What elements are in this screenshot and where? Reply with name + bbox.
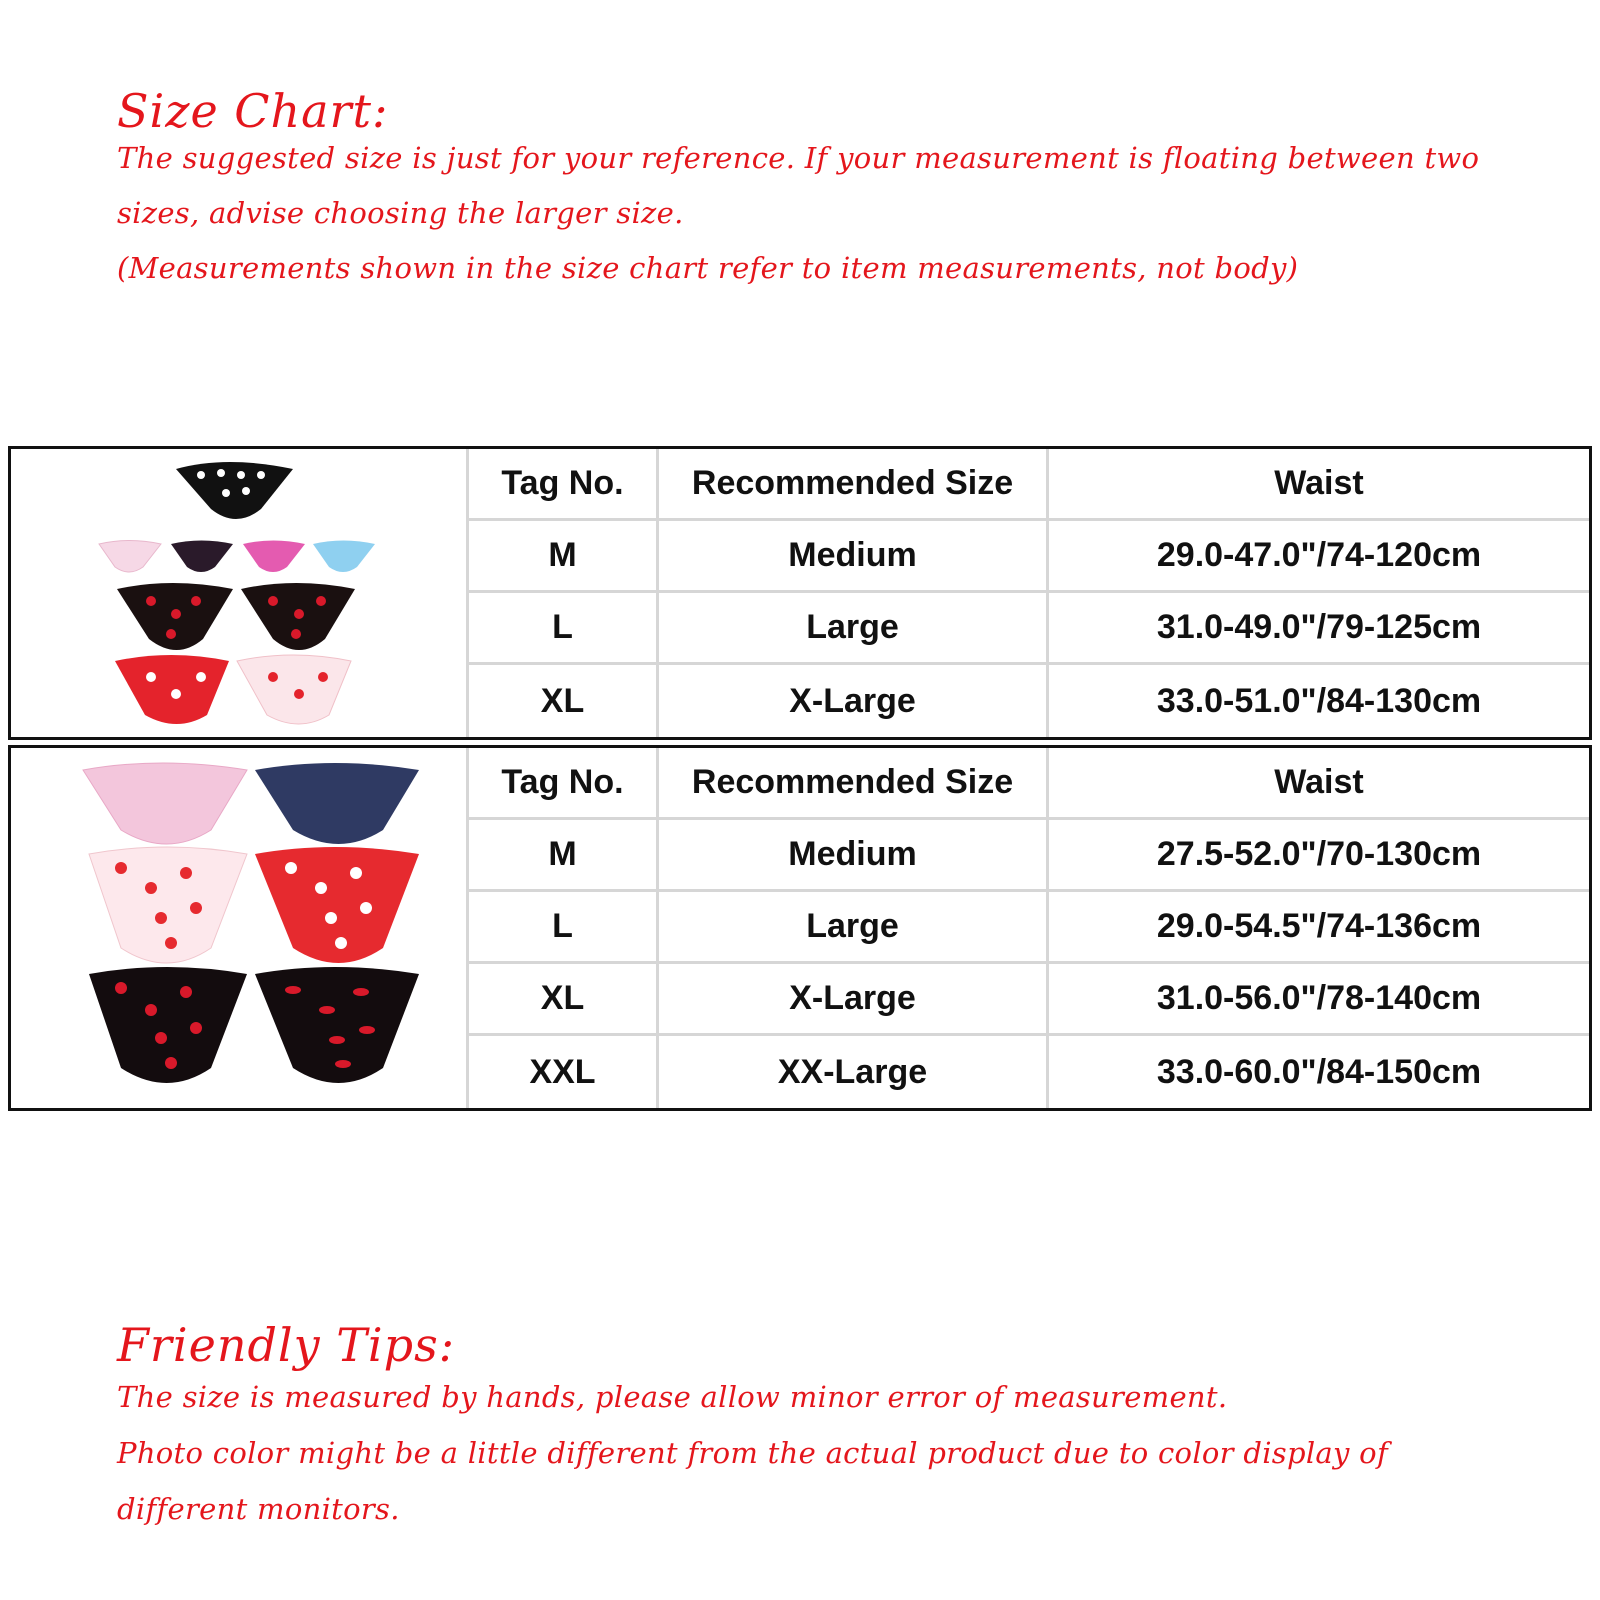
- table-cell: XL: [469, 665, 659, 737]
- table-cell: 33.0-60.0"/84-150cm: [1156, 1052, 1482, 1091]
- header-tag-no: Tag No.: [469, 449, 659, 521]
- header-recommended-size: Recommended Size: [659, 449, 1049, 521]
- table-cell: 27.5-52.0"/70-130cm: [1049, 820, 1589, 892]
- size-grid-2: [469, 748, 1589, 1108]
- header-tag-no: Tag No.: [469, 748, 659, 820]
- size-grid-1: [469, 449, 1589, 737]
- table-cell: XXL: [469, 1036, 659, 1108]
- table-cell: X-Large: [659, 964, 1049, 1036]
- table-cell: 31.0-56.0"/78-140cm: [1049, 964, 1589, 1036]
- table-cell: 33.0-51.0"/84-130cm: [1156, 681, 1482, 720]
- product-thumbnails: [11, 449, 466, 737]
- size-note-line-2: sizes, advise choosing the larger size.: [117, 196, 684, 230]
- product-image-thongs: [11, 449, 469, 737]
- table-cell: XX-Large: [659, 1036, 1049, 1108]
- table-cell: 29.0-54.5"/74-136cm: [1049, 892, 1589, 964]
- table-cell: X-Large: [659, 665, 1049, 737]
- size-chart-title: Size Chart:: [117, 84, 389, 138]
- table-cell: XL: [469, 964, 659, 1036]
- table-cell: L: [469, 593, 659, 665]
- size-table-2: [8, 745, 1592, 1111]
- tips-title: Friendly Tips:: [117, 1318, 456, 1372]
- product-image-ruffle-briefs: [11, 748, 469, 1108]
- header-waist: Waist: [1049, 748, 1589, 820]
- header-recommended-size: Recommended Size: [659, 748, 1049, 820]
- table-cell: 31.0-49.0"/79-125cm: [1049, 593, 1589, 665]
- size-table-1: [8, 446, 1592, 740]
- table-cell: M: [469, 521, 659, 593]
- header-waist: Waist: [1049, 449, 1589, 521]
- table-cell: 29.0-47.0"/74-120cm: [1049, 521, 1589, 593]
- tips-line-2: Photo color might be a little different from the actual product due to color display of: [117, 1436, 1388, 1470]
- table-cell: Large: [659, 892, 1049, 964]
- table-cell: Medium: [659, 521, 1049, 593]
- tips-line-1: The size is measured by hands, please allow minor error of measurement.: [117, 1380, 1228, 1414]
- product-thumbnails: [11, 748, 466, 1108]
- table-cell: M: [469, 820, 659, 892]
- tips-line-3: different monitors.: [117, 1492, 400, 1526]
- table-cell: L: [469, 892, 659, 964]
- size-note-line-1: The suggested size is just for your reference. If your measurement is floating between two: [117, 141, 1480, 175]
- size-note-line-3: (Measurements shown in the size chart refer to item measurements, not body): [117, 251, 1299, 285]
- table-cell: Large: [659, 593, 1049, 665]
- table-cell: Medium: [659, 820, 1049, 892]
